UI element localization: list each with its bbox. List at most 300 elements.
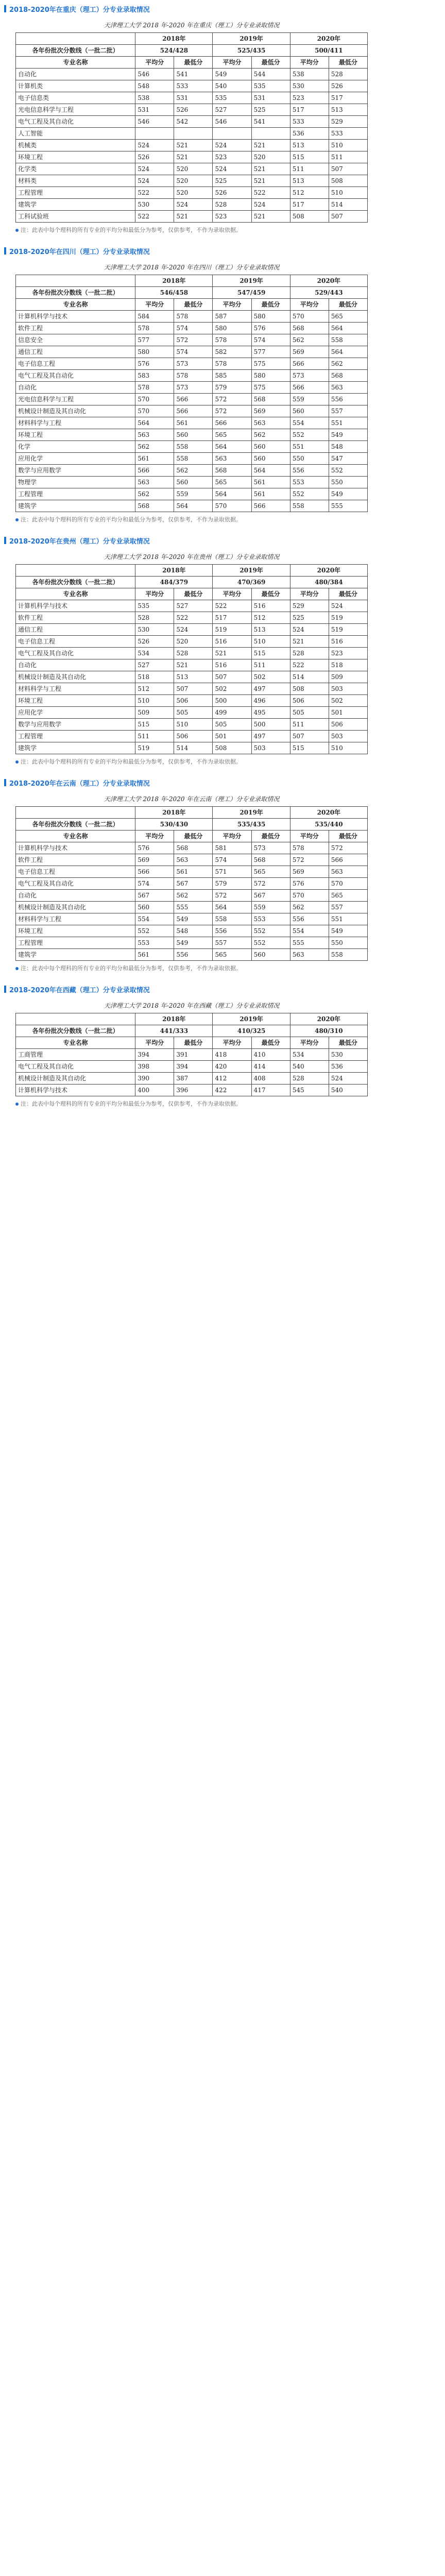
score-cell: 502 [213,683,251,695]
major-cell: 工科试验班 [16,211,135,223]
table-row [16,695,368,707]
table-caption: 天津理工大学 2018 年-2020 年在云南（理工）分专业录取情况 [104,795,280,803]
table-caption: 天津理工大学 2018 年-2020 年在贵州（理工）分专业录取情况 [104,553,280,561]
min-header: 最低分 [251,57,290,69]
score-cell: 563 [135,429,174,441]
line-label: 各年份批次分数线（一批二批） [16,577,135,588]
heading-bar-icon [4,779,6,786]
score-cell: 553 [290,477,329,488]
score-cell: 556 [329,394,367,405]
score-cell: 531 [174,92,213,104]
score-cell: 514 [329,199,367,211]
score-cell: 540 [290,1061,329,1073]
score-cell: 417 [251,1084,290,1096]
major-cell: 物理学 [16,477,135,488]
score-cell: 549 [174,913,213,925]
score-cell: 524 [135,140,174,151]
score-cell: 524 [329,600,367,612]
score-cell: 550 [290,453,329,465]
table-row [16,949,368,961]
major-cell: 通信工程 [16,624,135,636]
score-cell: 546 [135,116,174,128]
heading-bar-icon [4,5,6,12]
avg-header: 平均分 [213,831,251,842]
major-cell: 电气工程及其自动化 [16,878,135,890]
score-cell: 563 [329,866,367,878]
score-cell: 563 [329,382,367,394]
score-cell: 570 [135,405,174,417]
score-cell: 583 [135,370,174,382]
score-cell: 568 [290,323,329,334]
line-label: 各年份批次分数线（一批二批） [16,45,135,57]
score-cell: 552 [290,429,329,441]
table-row [16,1084,368,1096]
header-row-lines [16,287,368,299]
score-cell: 549 [329,429,367,441]
score-cell: 547 [329,453,367,465]
batch-line: 524/428 [135,45,213,57]
table-wrapper [15,18,368,223]
score-cell: 558 [329,949,367,961]
score-cell: 568 [329,370,367,382]
major-header: 专业名称 [16,831,135,842]
table-row [16,1073,368,1084]
major-cell: 数学与应用数学 [16,719,135,731]
avg-header: 平均分 [135,57,174,69]
score-cell: 545 [290,1084,329,1096]
score-cell: 390 [135,1073,174,1084]
score-cell: 581 [213,842,251,854]
table-row [16,405,368,417]
score-cell: 496 [251,695,290,707]
score-cell: 518 [135,671,174,683]
score-cell: 521 [174,211,213,223]
avg-header: 平均分 [290,1037,329,1049]
score-cell: 505 [290,707,329,719]
score-cell: 561 [251,488,290,500]
note-dot-icon [15,518,19,521]
avg-header: 平均分 [290,57,329,69]
score-cell: 521 [174,140,213,151]
score-cell: 559 [290,394,329,405]
major-cell: 软件工程 [16,323,135,334]
score-cell: 562 [290,902,329,913]
score-cell: 560 [251,453,290,465]
score-cell: 525 [290,612,329,624]
score-cell: 515 [290,151,329,163]
score-cell: 568 [251,394,290,405]
score-cell: 587 [213,311,251,323]
score-cell: 512 [290,187,329,199]
score-cell: 520 [251,151,290,163]
note-dot-icon [15,229,19,232]
score-cell: 544 [251,69,290,80]
major-cell: 机械设计制造及其自动化 [16,671,135,683]
table-row [16,370,368,382]
score-cell: 530 [290,80,329,92]
score-cell: 573 [290,370,329,382]
score-cell: 565 [213,949,251,961]
score-cell: 391 [174,1049,213,1061]
score-cell: 410 [251,1049,290,1061]
score-cell: 549 [174,937,213,949]
score-cell: 528 [290,648,329,659]
year-header: 2019年 [213,565,290,577]
score-cell: 551 [329,913,367,925]
score-cell: 571 [213,866,251,878]
table-row [16,878,368,890]
score-cell: 568 [213,465,251,477]
score-cell: 412 [213,1073,251,1084]
score-cell: 533 [174,80,213,92]
batch-line: 535/435 [213,819,290,831]
min-header: 最低分 [329,1037,367,1049]
avg-header: 平均分 [213,1037,251,1049]
score-cell: 561 [174,417,213,429]
score-cell: 570 [213,500,251,512]
score-cell: 566 [290,358,329,370]
score-cell: 559 [174,488,213,500]
table-row [16,500,368,512]
score-cell: 556 [213,925,251,937]
score-cell: 528 [290,1073,329,1084]
major-header: 专业名称 [16,1037,135,1049]
score-cell: 499 [213,707,251,719]
score-cell: 523 [329,648,367,659]
score-cell: 572 [213,394,251,405]
score-cell: 528 [135,612,174,624]
score-cell: 565 [251,866,290,878]
score-cell: 556 [290,465,329,477]
major-cell: 机械设计制造及其自动化 [16,902,135,913]
score-cell: 574 [174,346,213,358]
score-cell: 548 [329,441,367,453]
score-cell: 529 [329,116,367,128]
major-cell: 通信工程 [16,346,135,358]
major-cell: 材料科学与工程 [16,913,135,925]
score-cell: 576 [135,358,174,370]
section-heading [0,242,445,260]
batch-line: 547/459 [213,287,290,299]
score-cell: 508 [213,742,251,754]
table-row [16,902,368,913]
avg-header: 平均分 [135,1037,174,1049]
score-cell: 578 [174,370,213,382]
score-cell: 510 [135,695,174,707]
score-cell: 574 [135,878,174,890]
score-table [15,791,368,961]
score-cell: 553 [251,913,290,925]
avg-header: 平均分 [213,57,251,69]
major-cell: 工程管理 [16,488,135,500]
score-cell: 566 [251,500,290,512]
score-cell: 560 [251,949,290,961]
score-cell: 563 [290,949,329,961]
score-cell: 567 [135,890,174,902]
score-cell: 505 [213,719,251,731]
table-row [16,394,368,405]
score-cell: 518 [329,659,367,671]
table-note [0,512,445,527]
score-cell: 513 [329,104,367,116]
score-cell [213,128,251,140]
score-cell: 517 [290,104,329,116]
score-cell: 500 [251,719,290,731]
score-cell: 574 [174,323,213,334]
header-row-years [16,807,368,819]
score-cell: 564 [174,500,213,512]
batch-line: 525/435 [213,45,290,57]
table-row [16,199,368,211]
score-cell: 567 [251,890,290,902]
score-cell: 552 [329,465,367,477]
score-cell: 526 [213,187,251,199]
note-text: 注：此表中每个理科的所有专业的平均分和最低分为参考，仅供参考，不作为录取依据。 [21,758,242,765]
score-cell: 495 [251,707,290,719]
score-cell: 562 [290,334,329,346]
major-cell: 计算机科学与技术 [16,1084,135,1096]
header-row-columns [16,57,368,69]
batch-line: 480/310 [290,1025,367,1037]
section-heading [0,774,445,791]
score-cell: 541 [251,116,290,128]
section-title: 2018-2020年在西藏（理工）分专业录取情况 [9,986,150,994]
score-cell: 528 [329,69,367,80]
score-cell: 569 [290,866,329,878]
note-dot-icon [15,967,19,970]
score-cell: 525 [213,175,251,187]
score-cell: 560 [251,441,290,453]
score-cell: 521 [290,636,329,648]
batch-line: 480/384 [290,577,367,588]
score-cell: 515 [290,742,329,754]
score-cell: 549 [329,925,367,937]
min-header: 最低分 [251,1037,290,1049]
score-cell: 515 [251,648,290,659]
score-cell: 580 [213,323,251,334]
score-cell: 522 [251,187,290,199]
score-cell: 525 [251,104,290,116]
score-cell: 554 [290,925,329,937]
major-cell: 数学与应用数学 [16,465,135,477]
major-cell: 环境工程 [16,151,135,163]
score-cell: 551 [329,417,367,429]
table-note [0,961,445,975]
table-row [16,742,368,754]
score-cell: 517 [329,92,367,104]
year-header: 2020年 [290,807,367,819]
score-cell: 558 [174,453,213,465]
score-cell: 515 [135,719,174,731]
table-row [16,116,368,128]
table-row [16,1061,368,1073]
score-table [15,998,368,1096]
score-cell: 502 [251,671,290,683]
score-cell: 522 [135,187,174,199]
section-title: 2018-2020年在云南（理工）分专业录取情况 [9,779,150,788]
table-row [16,453,368,465]
min-header: 最低分 [251,299,290,311]
score-cell: 540 [213,80,251,92]
table-row [16,659,368,671]
table-row [16,683,368,695]
section-title: 2018-2020年在贵州（理工）分专业录取情况 [9,537,150,546]
note-dot-icon [15,1103,19,1106]
header-row-lines [16,45,368,57]
score-section [0,242,445,532]
score-cell: 578 [174,311,213,323]
score-cell: 562 [329,358,367,370]
score-cell: 511 [290,163,329,175]
score-cell: 524 [174,199,213,211]
score-cell: 552 [290,488,329,500]
table-row [16,636,368,648]
major-cell: 材料科学与工程 [16,683,135,695]
score-cell: 521 [251,163,290,175]
score-cell: 564 [251,465,290,477]
avg-header: 平均分 [213,299,251,311]
score-cell: 569 [251,405,290,417]
score-cell: 536 [329,1061,367,1073]
major-cell: 信息安全 [16,334,135,346]
score-cell: 578 [135,323,174,334]
avg-header: 平均分 [213,588,251,600]
table-row [16,612,368,624]
score-cell: 561 [174,866,213,878]
score-cell: 513 [290,140,329,151]
score-cell: 497 [251,683,290,695]
score-cell: 521 [174,659,213,671]
score-cell: 519 [329,624,367,636]
score-cell: 523 [213,151,251,163]
score-cell: 563 [135,477,174,488]
score-cell: 513 [251,624,290,636]
major-cell: 工商管理 [16,1049,135,1061]
min-header: 最低分 [329,831,367,842]
table-row [16,600,368,612]
score-cell: 572 [251,878,290,890]
min-header: 最低分 [174,299,213,311]
score-cell: 580 [135,346,174,358]
batch-line: 470/369 [213,577,290,588]
score-cell: 523 [213,211,251,223]
score-cell: 524 [135,163,174,175]
score-cell: 566 [174,394,213,405]
score-cell: 508 [329,175,367,187]
min-header: 最低分 [251,588,290,600]
major-cell: 软件工程 [16,854,135,866]
score-cell: 554 [135,913,174,925]
table-row [16,913,368,925]
table-wrapper [15,549,368,754]
score-cell: 576 [290,878,329,890]
score-table [15,549,368,754]
score-cell: 565 [329,890,367,902]
table-row [16,163,368,175]
score-cell: 538 [290,69,329,80]
min-header: 最低分 [174,57,213,69]
score-cell: 521 [213,648,251,659]
score-cell: 510 [329,187,367,199]
major-cell: 工程管理 [16,937,135,949]
score-cell: 557 [213,937,251,949]
section-heading [0,980,445,998]
score-cell: 570 [329,878,367,890]
score-cell: 509 [135,707,174,719]
score-section [0,0,445,242]
batch-line: 529/443 [290,287,367,299]
score-cell: 548 [135,80,174,92]
header-row-columns [16,299,368,311]
score-cell: 511 [329,151,367,163]
score-cell: 552 [135,925,174,937]
score-cell: 510 [329,140,367,151]
batch-line: 530/430 [135,819,213,831]
score-cell: 568 [174,842,213,854]
score-cell: 535 [135,600,174,612]
score-cell: 534 [135,648,174,659]
score-cell: 554 [290,417,329,429]
score-cell: 523 [290,92,329,104]
table-row [16,417,368,429]
major-cell: 电气工程及其自动化 [16,116,135,128]
score-cell: 570 [290,311,329,323]
table-wrapper [15,791,368,961]
score-cell: 566 [135,866,174,878]
score-cell: 578 [290,842,329,854]
score-cell: 524 [213,140,251,151]
score-cell: 516 [213,659,251,671]
score-cell: 531 [135,104,174,116]
score-cell: 524 [213,163,251,175]
major-cell: 计算机科学与技术 [16,600,135,612]
section-title: 2018-2020年在重庆（理工）分专业录取情况 [9,6,150,14]
table-row [16,323,368,334]
table-row [16,382,368,394]
score-cell: 561 [251,477,290,488]
score-cell: 521 [251,211,290,223]
score-cell: 563 [213,453,251,465]
batch-line: 441/333 [135,1025,213,1037]
major-cell: 计算机类 [16,80,135,92]
year-header: 2020年 [290,1013,367,1025]
score-cell: 512 [135,683,174,695]
score-cell: 526 [174,104,213,116]
score-cell: 569 [290,346,329,358]
score-cell: 576 [135,842,174,854]
major-cell: 材料科学与工程 [16,417,135,429]
major-cell: 机械设计制造及其自动化 [16,1073,135,1084]
score-cell: 561 [135,949,174,961]
score-cell: 533 [290,116,329,128]
score-cell: 580 [251,370,290,382]
score-section [0,774,445,980]
year-header: 2018年 [135,33,213,45]
score-cell: 503 [251,742,290,754]
table-row [16,80,368,92]
year-header: 2018年 [135,1013,213,1025]
header-cell [16,565,135,577]
score-table [15,18,368,223]
score-cell: 522 [290,659,329,671]
table-row [16,925,368,937]
score-cell: 387 [174,1073,213,1084]
score-cell: 514 [174,742,213,754]
major-cell: 材料类 [16,175,135,187]
score-cell: 573 [174,382,213,394]
score-cell: 527 [174,600,213,612]
score-cell: 506 [174,731,213,742]
